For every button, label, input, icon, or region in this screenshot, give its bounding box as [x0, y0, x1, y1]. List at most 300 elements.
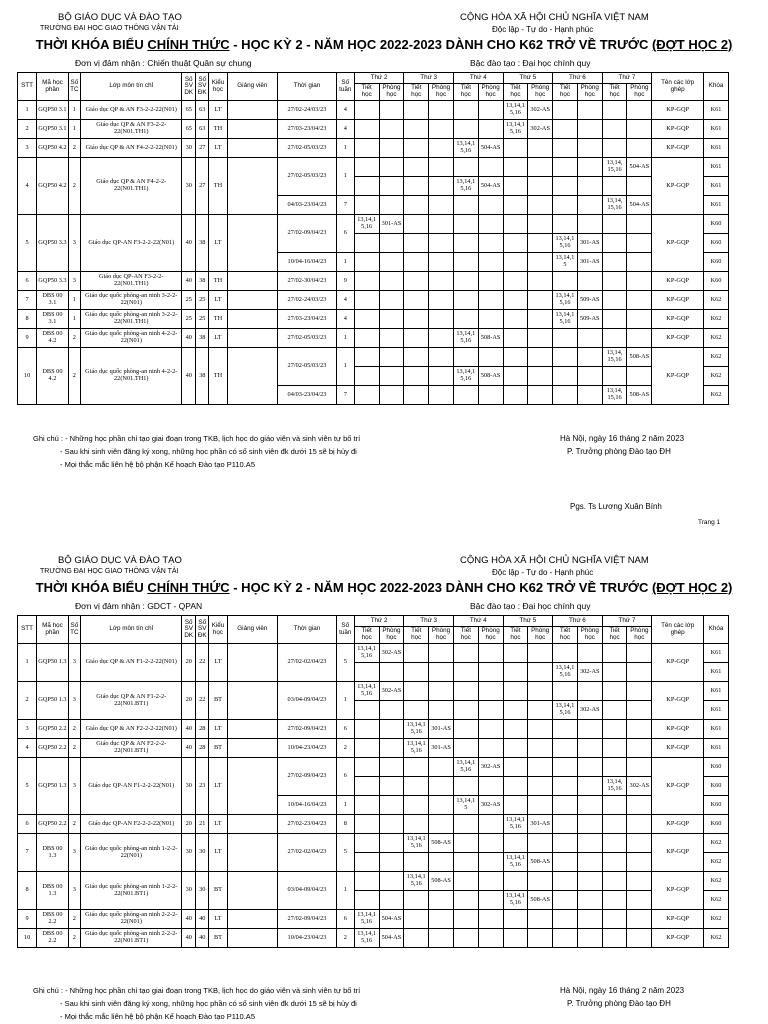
period-cell — [602, 120, 627, 139]
room-cell: 301-AS — [528, 815, 553, 834]
room-cell: 301-AS — [429, 739, 454, 758]
schedule-table — [17, 615, 729, 948]
period-cell — [602, 796, 627, 815]
weeks: 1 — [336, 158, 354, 196]
table-row — [18, 348, 729, 367]
time-range: 03/04-09/04/23 — [278, 682, 337, 720]
period-cell — [553, 158, 578, 177]
table-row — [18, 720, 729, 739]
room-cell — [577, 367, 602, 386]
period-cell — [453, 872, 478, 891]
col-day: Thứ 2 — [354, 73, 404, 84]
khoa: K61 — [704, 196, 729, 215]
ministry-name: BỘ GIÁO DỤC VÀ ĐÀO TẠO — [58, 555, 182, 566]
room-cell — [577, 815, 602, 834]
room-cell: 508-AS — [429, 834, 454, 853]
room-cell — [379, 139, 404, 158]
room-cell — [379, 720, 404, 739]
period-cell — [503, 215, 528, 234]
class-name: Giáo dục quốc phòng-an ninh 4-2-2-22(N01) — [81, 329, 182, 348]
room-cell — [627, 872, 652, 891]
period-cell — [404, 929, 429, 948]
room-cell: 302-AS — [478, 758, 503, 777]
room-cell — [627, 101, 652, 120]
period-cell — [404, 272, 429, 291]
group-name: KP-GQP — [652, 834, 704, 872]
note-2: - Sau khi sinh viên đăng ký xong, những học phần có số sinh viên đk dưới 15 sẽ bị hủy đi — [60, 999, 357, 1008]
schedule-page-2 — [0, 545, 768, 1024]
period-cell — [354, 367, 379, 386]
credits: 3 — [68, 872, 80, 910]
lecturer — [227, 158, 278, 215]
row-stt: 2 — [18, 120, 37, 139]
room-cell — [528, 929, 553, 948]
period-cell: 13,14, 15,16 — [602, 777, 627, 796]
class-type: LT — [209, 910, 227, 929]
class-name: Giáo dục QP-AN F3-2-2-22(N01) — [81, 215, 182, 272]
room-cell: 302-AS — [528, 101, 553, 120]
period-cell — [602, 215, 627, 234]
room-cell — [528, 872, 553, 891]
period-cell — [354, 253, 379, 272]
students-reg: 30 — [182, 139, 196, 158]
table-row — [18, 329, 729, 348]
period-cell — [503, 777, 528, 796]
class-name: Giáo dục QP-AN F3-2-2-22(N01.TH1) — [81, 272, 182, 291]
period-cell — [553, 329, 578, 348]
col-period: Tiết học — [553, 84, 578, 101]
room-cell: 508-AS — [627, 348, 652, 367]
lecturer — [227, 758, 278, 815]
room-cell — [627, 891, 652, 910]
time-range: 27/02-09/04/23 — [278, 910, 337, 929]
period-cell — [354, 853, 379, 872]
room-cell — [429, 139, 454, 158]
room-cell — [429, 663, 454, 682]
room-cell: 302-AS — [528, 120, 553, 139]
col-period: Tiết học — [354, 627, 379, 644]
period-cell — [453, 929, 478, 948]
class-name: Giáo dục QP-AN F1-2-2-22(N01) — [81, 758, 182, 815]
room-cell — [577, 872, 602, 891]
credits: 2 — [68, 348, 80, 405]
table-row — [18, 101, 729, 120]
col-room: Phòng học — [379, 84, 404, 101]
room-cell — [577, 929, 602, 948]
col-students-reg: Số SV DK — [182, 616, 196, 644]
period-cell — [354, 101, 379, 120]
room-cell — [478, 348, 503, 367]
group-name: KP-GQP — [652, 215, 704, 272]
weeks: 1 — [336, 682, 354, 720]
period-cell — [404, 329, 429, 348]
row-stt: 6 — [18, 272, 37, 291]
period-cell: 13,14,1 5 — [553, 253, 578, 272]
students-reg: 40 — [182, 929, 196, 948]
period-cell — [503, 367, 528, 386]
room-cell — [478, 682, 503, 701]
room-cell: 509-AS — [577, 291, 602, 310]
room-cell — [577, 720, 602, 739]
period-cell: 13,14,1 5 — [453, 796, 478, 815]
page-title: THỜI KHÓA BIỂU CHÍNH THỨC - HỌC KỲ 2 - NĂM HỌC 2022-2023 DÀNH CHO K62 TRỞ VỀ TRƯỚC (ĐỢT HỌC 2) — [35, 37, 733, 52]
room-cell: 508-AS — [528, 853, 553, 872]
period-cell: 13,14,1 5,16 — [354, 910, 379, 929]
row-stt: 7 — [18, 291, 37, 310]
room-cell — [379, 758, 404, 777]
weeks: 1 — [336, 139, 354, 158]
col-stt: STT — [18, 616, 37, 644]
lecturer — [227, 834, 278, 872]
col-group: Tên các lớp ghép — [652, 73, 704, 101]
period-cell — [553, 120, 578, 139]
room-cell — [478, 386, 503, 405]
lecturer — [227, 815, 278, 834]
class-name: Giáo dục quốc phòng-an ninh 2-2-2-22(N01) — [81, 910, 182, 929]
col-period: Tiết học — [503, 627, 528, 644]
students-reg2: 30 — [195, 872, 209, 910]
room-cell — [429, 853, 454, 872]
class-type: LT — [209, 834, 227, 872]
room-cell — [379, 120, 404, 139]
khoa: K62 — [704, 348, 729, 367]
lecturer — [227, 348, 278, 405]
time-range: 27/02-09/04/23 — [278, 758, 337, 796]
room-cell — [627, 272, 652, 291]
room-cell — [528, 291, 553, 310]
period-cell — [453, 853, 478, 872]
room-cell: 508-AS — [429, 872, 454, 891]
room-cell — [528, 758, 553, 777]
room-cell — [429, 215, 454, 234]
note-2: - Sau khi sinh viên đăng ký xong, những học phần có số sinh viên đk dưới 15 sẽ bị hủy đi — [60, 447, 357, 456]
period-cell: 13,14,1 5,16 — [503, 853, 528, 872]
course-code: GQP50 3.3 — [37, 272, 69, 291]
class-type: LT — [209, 720, 227, 739]
time-range: 27/02-24/03/23 — [278, 291, 337, 310]
room-cell: 508-AS — [478, 367, 503, 386]
room-cell: 504-AS — [627, 196, 652, 215]
period-cell — [602, 739, 627, 758]
class-type: TH — [209, 120, 227, 139]
khoa: K60 — [704, 758, 729, 777]
period-cell: 13,14,1 5,16 — [553, 234, 578, 253]
class-name: Giáo dục QP & AN F4-2-2-22(N01.TH1) — [81, 158, 182, 215]
col-day: Thứ 6 — [553, 616, 603, 627]
room-cell — [528, 196, 553, 215]
signer-name: Pgs. Ts Lương Xuân Bính — [570, 502, 662, 511]
room-cell — [627, 663, 652, 682]
room-cell — [577, 348, 602, 367]
col-time: Thời gian — [278, 616, 337, 644]
period-cell — [503, 872, 528, 891]
khoa: K61 — [704, 682, 729, 701]
room-cell — [577, 177, 602, 196]
room-cell — [478, 910, 503, 929]
lecturer — [227, 101, 278, 120]
note-3: - Mọi thắc mắc liên hệ bộ phận Kế hoạch Đào tạo P110.A5 — [60, 460, 255, 469]
group-name: KP-GQP — [652, 329, 704, 348]
room-cell — [627, 177, 652, 196]
period-cell — [602, 253, 627, 272]
period-cell — [453, 739, 478, 758]
group-name: KP-GQP — [652, 644, 704, 682]
room-cell — [577, 329, 602, 348]
table-row — [18, 815, 729, 834]
period-cell — [553, 910, 578, 929]
table-row — [18, 120, 729, 139]
col-day: Thứ 4 — [453, 616, 503, 627]
group-name: KP-GQP — [652, 139, 704, 158]
period-cell — [602, 234, 627, 253]
period-cell — [404, 120, 429, 139]
students-reg2: 40 — [195, 910, 209, 929]
period-cell: 13,14, 15,16 — [602, 158, 627, 177]
row-stt: 3 — [18, 720, 37, 739]
room-cell — [379, 739, 404, 758]
lecturer — [227, 310, 278, 329]
course-code: GQP50 1.3 — [37, 758, 69, 815]
room-cell: 301-AS — [577, 253, 602, 272]
col-period: Tiết học — [453, 627, 478, 644]
period-cell — [503, 758, 528, 777]
period-cell — [503, 158, 528, 177]
col-room: Phòng học — [577, 84, 602, 101]
period-cell — [503, 196, 528, 215]
students-reg2: 25 — [195, 310, 209, 329]
room-cell — [379, 815, 404, 834]
class-type: TH — [209, 348, 227, 405]
lecturer — [227, 215, 278, 272]
lecturer — [227, 739, 278, 758]
room-cell — [528, 701, 553, 720]
unit-label: Đơn vị đảm nhận : GDCT - QPAN — [75, 601, 203, 611]
period-cell: 13,14,1 5,16 — [503, 101, 528, 120]
room-cell — [478, 834, 503, 853]
room-cell: 504-AS — [627, 158, 652, 177]
room-cell: 508-AS — [627, 386, 652, 405]
weeks: 7 — [336, 386, 354, 405]
room-cell — [577, 158, 602, 177]
table-row — [18, 310, 729, 329]
room-cell — [478, 853, 503, 872]
room-cell — [577, 101, 602, 120]
room-cell — [429, 891, 454, 910]
lecturer — [227, 720, 278, 739]
khoa: K61 — [704, 663, 729, 682]
period-cell: 13,14,1 5,16 — [553, 310, 578, 329]
period-cell: 13,14,1 5,16 — [553, 701, 578, 720]
period-cell — [354, 777, 379, 796]
table-row — [18, 644, 729, 663]
period-cell: 13,14,1 5,16 — [453, 177, 478, 196]
room-cell: 504-AS — [478, 177, 503, 196]
level-label: Bậc đào tạo : Đại học chính quy — [470, 601, 591, 611]
col-class: Lớp môn tín chỉ — [81, 616, 182, 644]
lecturer — [227, 644, 278, 682]
period-cell — [553, 796, 578, 815]
time-range: 10/04-23/04/23 — [278, 739, 337, 758]
room-cell — [528, 158, 553, 177]
period-cell — [602, 720, 627, 739]
room-cell — [528, 367, 553, 386]
course-code: DBS 00 1.3 — [37, 834, 69, 872]
room-cell — [627, 120, 652, 139]
table-row — [18, 272, 729, 291]
time-range: 27/02-05/03/23 — [278, 348, 337, 386]
room-cell — [577, 853, 602, 872]
col-students-reg2: Số SV ĐK — [195, 616, 209, 644]
room-cell — [379, 310, 404, 329]
course-code: GQP50 3.1 — [37, 101, 69, 120]
class-type: BT — [209, 929, 227, 948]
group-name: KP-GQP — [652, 929, 704, 948]
time-range: 27/02-24/03/23 — [278, 101, 337, 120]
period-cell — [453, 891, 478, 910]
period-cell — [602, 310, 627, 329]
col-room: Phòng học — [429, 84, 454, 101]
class-name: Giáo dục QP & AN F2-2-2-22(N01) — [81, 720, 182, 739]
group-name: KP-GQP — [652, 101, 704, 120]
room-cell — [627, 291, 652, 310]
room-cell — [528, 215, 553, 234]
room-cell — [577, 644, 602, 663]
students-reg: 40 — [182, 272, 196, 291]
row-stt: 9 — [18, 329, 37, 348]
level-label: Bậc đào tạo : Đại học chính quy — [470, 58, 591, 68]
course-code: GQP50 2.2 — [37, 815, 69, 834]
period-cell — [453, 310, 478, 329]
period-cell — [404, 758, 429, 777]
col-type: Kiểu học — [209, 616, 227, 644]
schedule-table — [17, 72, 729, 405]
weeks: 4 — [336, 120, 354, 139]
period-cell — [354, 196, 379, 215]
period-cell — [453, 196, 478, 215]
weeks: 6 — [336, 215, 354, 253]
period-cell: 13,14,1 5,16 — [503, 815, 528, 834]
period-cell: 13,14,1 5,16 — [404, 872, 429, 891]
period-cell — [503, 796, 528, 815]
col-room: Phòng học — [478, 84, 503, 101]
row-stt: 3 — [18, 139, 37, 158]
room-cell — [577, 910, 602, 929]
period-cell — [602, 329, 627, 348]
credits: 1 — [68, 120, 80, 139]
col-room: Phòng học — [528, 627, 553, 644]
room-cell — [429, 177, 454, 196]
students-reg: 40 — [182, 910, 196, 929]
credits: 1 — [68, 101, 80, 120]
room-cell — [577, 834, 602, 853]
khoa: K62 — [704, 853, 729, 872]
room-cell — [627, 815, 652, 834]
students-reg2: 27 — [195, 158, 209, 215]
period-cell — [354, 891, 379, 910]
weeks: 8 — [336, 815, 354, 834]
room-cell — [478, 929, 503, 948]
room-cell — [627, 682, 652, 701]
lecturer — [227, 272, 278, 291]
room-cell — [429, 348, 454, 367]
weeks: 4 — [336, 291, 354, 310]
khoa: K62 — [704, 891, 729, 910]
khoa: K62 — [704, 367, 729, 386]
note-1: Ghi chú : - Những học phần chỉ tạo giai đoạn trong TKB, lịch học do giáo viên và sinh viên tự bố trí — [33, 986, 361, 995]
room-cell — [577, 777, 602, 796]
row-stt: 10 — [18, 348, 37, 405]
students-reg2: 38 — [195, 329, 209, 348]
room-cell — [429, 253, 454, 272]
period-cell — [503, 663, 528, 682]
room-cell: 508-AS — [478, 329, 503, 348]
khoa: K60 — [704, 253, 729, 272]
period-cell: 13,14,1 5,16 — [354, 929, 379, 948]
col-room: Phòng học — [429, 627, 454, 644]
group-name: KP-GQP — [652, 872, 704, 910]
room-cell — [627, 720, 652, 739]
row-stt: 8 — [18, 310, 37, 329]
group-name: KP-GQP — [652, 682, 704, 720]
group-name: KP-GQP — [652, 291, 704, 310]
students-reg: 20 — [182, 815, 196, 834]
room-cell — [478, 872, 503, 891]
page-number: Trang 1 — [698, 519, 721, 526]
period-cell — [404, 139, 429, 158]
students-reg2: 30 — [195, 834, 209, 872]
room-cell — [528, 329, 553, 348]
col-period: Tiết học — [404, 84, 429, 101]
group-name: KP-GQP — [652, 758, 704, 815]
period-cell — [404, 891, 429, 910]
weeks: 6 — [336, 910, 354, 929]
period-cell — [602, 139, 627, 158]
room-cell: 301-AS — [379, 215, 404, 234]
time-range: 04/03-23/04/23 — [278, 386, 337, 405]
period-cell — [453, 663, 478, 682]
period-cell — [404, 310, 429, 329]
period-cell — [453, 815, 478, 834]
course-code: GQP50 2.2 — [37, 739, 69, 758]
room-cell — [577, 739, 602, 758]
nation-motto: Độc lập - Tự do - Hạnh phúc — [492, 25, 594, 34]
col-day: Thứ 3 — [404, 73, 454, 84]
row-stt: 1 — [18, 644, 37, 682]
period-cell — [354, 758, 379, 777]
col-room: Phòng học — [627, 627, 652, 644]
period-cell — [503, 682, 528, 701]
period-cell — [553, 139, 578, 158]
period-cell — [404, 682, 429, 701]
course-code: DBS 00 3.1 — [37, 291, 69, 310]
room-cell: 509-AS — [577, 310, 602, 329]
period-cell — [453, 253, 478, 272]
period-cell — [354, 872, 379, 891]
group-name: KP-GQP — [652, 272, 704, 291]
period-cell — [602, 101, 627, 120]
room-cell — [429, 291, 454, 310]
period-cell — [404, 196, 429, 215]
table-row — [18, 872, 729, 891]
students-reg: 65 — [182, 120, 196, 139]
weeks: 5 — [336, 834, 354, 872]
room-cell: 302-AS — [627, 777, 652, 796]
period-cell — [354, 310, 379, 329]
room-cell — [577, 891, 602, 910]
period-cell — [354, 139, 379, 158]
khoa: K61 — [704, 701, 729, 720]
students-reg2: 23 — [195, 758, 209, 815]
